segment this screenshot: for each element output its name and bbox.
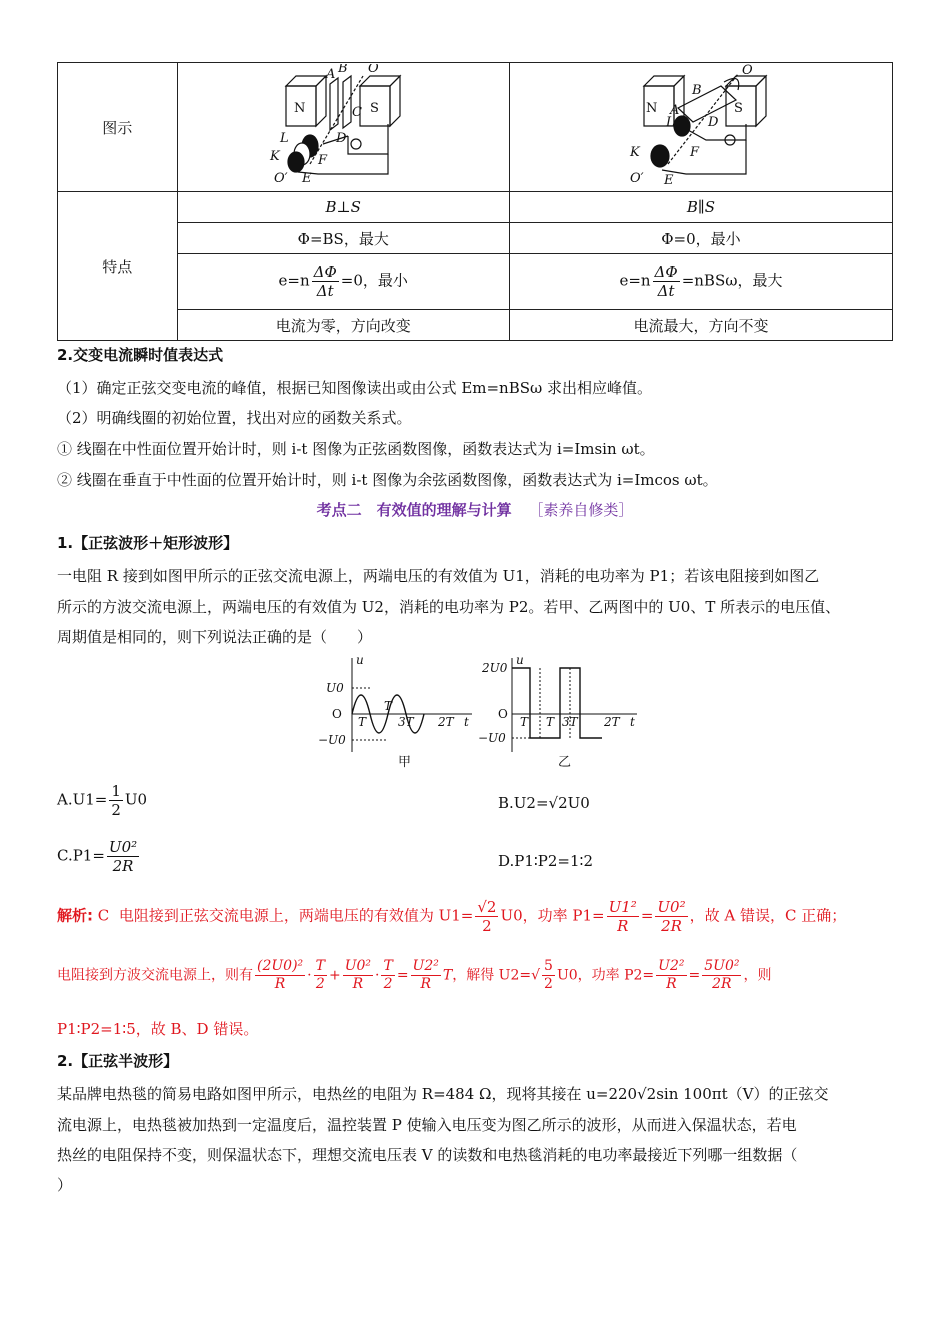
jia-T-half: T [358,715,367,729]
q1-stem-line3: 周期值是相同的，则下列说法正确的是（ ） [57,628,373,646]
answer-l2-f2 [314,958,327,993]
left-emf-num: ΔΦ [313,263,337,281]
left-condition: B⊥S [177,192,509,223]
right-emf-num: ΔΦ [654,263,678,281]
answer-l2-f1-num: (2U0)² [257,958,304,974]
label-F-right: F [689,145,699,160]
answer-l1-frac1 [475,898,498,935]
fig-yi-label: 乙 [558,755,572,770]
section2-item1: （1）确定正弦交变电流的峰值，根据已知图像读出或由公式 Em=nBSω 求出相应峰值。 [57,379,653,397]
jia-origin: O [332,707,342,721]
jia-axis-u: u [356,653,364,667]
answer-l2-f8-num: 5U0² [704,958,740,974]
option-C-label: C.P1= [57,846,105,865]
answer-l2-c: U0，功率 P2= [556,967,655,984]
label-C: C [352,105,363,120]
section2-item2: （2）明确线圈的初始位置，找出对应的函数关系式。 [57,409,412,427]
jia-T: T [384,699,393,713]
q1-heading: 1.【正弦波形＋矩形波形】 [57,534,239,552]
answer-l2-f5-den: R [420,975,431,992]
answer-l2-f3 [343,958,373,993]
answer-l2-f8 [702,958,741,993]
section2-item3: ① 线圈在中性面位置开始计时，则 i-t 图像为正弦函数图像，函数表达式为 i=Imsin ωt。 [57,440,655,458]
label-Oprime-right: O′ [629,171,644,186]
answer-l2-f2-den: 2 [315,975,325,992]
jia-2T: 2T [438,715,454,729]
option-A-label: A.U1= [57,790,108,809]
topic-title: 考点二 有效值的理解与计算 [316,501,512,519]
generator-diagram-right [626,64,776,186]
option-C [57,838,141,875]
option-B: B.U2=√2U0 [498,794,590,812]
yi-T-half: T [520,715,529,729]
right-emf-den: Δt [657,282,675,300]
option-A-tail: U0 [124,790,148,809]
left-emf-den: Δt [316,282,334,300]
yi-axis-u: u [516,653,524,667]
answer-l1-frac2-den: R [617,917,629,935]
answer-line1 [57,898,846,935]
yi-negU0: −U0 [478,731,506,745]
right-emf-suffix: =nBSω，最大 [681,271,783,290]
q1-waveform-figure [312,652,652,772]
right-emf-prefix: e=n [619,271,651,290]
jia-3T: 3T [398,715,414,729]
answer-line2: 电阻接到方波交流电源上，则有 $\frac{\text{(2U0)²}}{R}$ · $\frac{T}{2}$ + $\frac{\text{U0²}}{R}$ · $\frac{T}{2}$ = $\frac{\text{U2²}}{R}$ T，解得 U2=√ $\frac{5}{2}$ U0，功率 P2= $\frac{\text{U2²}}{R}$ = $\frac{\text{5U0²}}{2R}$ ，则 [57,958,772,992]
label-D: D [336,131,347,146]
label-O: O [368,64,379,76]
row-label-diagram: 图示 [58,63,178,192]
diagram-neutral-plane [177,63,509,192]
answer-l2-f4-num: T [383,958,393,974]
option-A-num: 1 [111,782,121,800]
q2-line4: ） [57,1176,73,1194]
answer-l2-d: ，则 [743,967,772,984]
left-emf-prefix: e=n [278,271,310,290]
section2-item4: ② 线圈在垂直于中性面的位置开始计时，则 i-t 图像为余弦函数图像，函数表达式为 i=Imcos ωt。 [57,471,718,489]
q1-stem-line1: 一电阻 R 接到如图甲所示的正弦交流电源上，两端电压的有效值为 U1，消耗的电功率为 P1；若该电阻接到如图乙 [57,567,820,585]
yi-2T: 2T [604,715,620,729]
label-E-right: E [663,173,674,186]
label-S-right: S [733,101,743,116]
option-D: D.P1∶P2=1∶2 [498,852,593,870]
right-flux: Φ=0，最小 [509,223,892,254]
option-C-num: U0² [108,838,138,856]
answer-l1-eq: = [640,906,654,925]
left-emf [177,254,509,310]
option-A-fraction [109,782,123,819]
answer-label: 解析: [57,906,93,925]
left-emf-suffix: =0，最小 [340,271,408,290]
yi-2U0: 2U0 [482,661,508,675]
answer-l1-frac2 [607,898,639,935]
answer-l2-f3-den: R [352,975,364,992]
answer-l2-f1-den: R [274,975,286,992]
option-C-den: 2R [112,857,134,875]
label-Oprime: O′ [274,171,288,186]
answer-l2-f7-num: U2² [658,958,685,974]
label-N: N [294,101,306,116]
jia-negU0: −U0 [318,733,346,747]
answer-l1-a: 电阻接到正弦交流电源上，两端电压的有效值为 U1= [118,906,474,925]
diagram-parallel-plane [509,63,892,192]
answer-l2-f4 [381,958,394,993]
topic-header [57,499,893,520]
answer-l1-b: U0，功率 P1= [500,906,605,925]
generator-diagram-left [268,64,418,186]
label-O-right: O [741,64,753,78]
answer-l2-f6-den: 2 [544,975,553,992]
row-label-features: 特点 [58,192,178,341]
q2-line1: 某品牌电热毯的简易电路如图甲所示，电热丝的电阻为 R=484 Ω，现将其接在 u=220√2sin 100πt（V）的正弦交 [57,1085,829,1103]
right-emf-fraction [653,263,680,300]
q2-line3: 热丝的电阻保持不变，则保温状态下，理想交流电压表 V 的读数和电热毯消耗的电功率最接近下列哪一组数据（ [57,1146,798,1164]
q2-line2: 流电源上，电热毯被加热到一定温度后，温控装置 P 使输入电压变为图乙所示的波形，从而进入保温状态，若电 [57,1116,797,1134]
section2-heading: 2.交变电流瞬时值表达式 [57,346,224,364]
answer-l2-f2-num: T [315,958,325,974]
right-current: 电流最大，方向不变 [509,310,892,341]
right-emf [509,254,892,310]
label-F: F [318,153,328,168]
answer-l1-frac3-num: U0² [657,898,686,916]
yi-3T: 3T [562,715,578,729]
q2-heading: 2.【正弦半波形】 [57,1052,179,1070]
answer-l2-f5 [411,958,441,993]
label-B: B [338,64,348,76]
yi-T: T [546,715,555,729]
answer-l2-f7-den: R [666,975,677,992]
comparison-table [57,62,893,341]
answer-l2-b: ，解得 U2= [452,967,532,984]
jia-axis-t: t [464,715,469,729]
jia-U0: U0 [326,681,344,695]
label-S: S [370,101,380,116]
yi-axis-t: t [630,715,635,729]
label-K: K [270,149,280,164]
answer-l1-frac1-num: √2 [477,898,497,916]
label-K-right: K [629,145,640,160]
answer-l2-f6 [542,958,555,993]
right-condition: B∥S [509,192,892,223]
label-L: L [280,131,289,146]
answer-l1-frac3 [655,898,687,935]
answer-l2-f5-num: U2² [412,958,439,974]
answer-l1-frac1-den: 2 [482,917,492,935]
answer-l1-frac2-num: U1² [608,898,637,916]
answer-l2-f7 [656,958,686,993]
answer-choice: C [97,906,110,925]
answer-l2-f1 [255,958,305,993]
answer-l1-c: ，故 A 错误，C 正确； [689,906,847,925]
label-N-right: N [645,101,658,116]
answer-l2-f3-num: U0² [344,958,372,974]
answer-l2-f6-num: 5 [544,958,553,974]
answer-l2-f8-den: 2R [712,975,732,992]
answer-line3: P1∶P2=1∶5，故 B、D 错误。 [57,1020,259,1038]
q1-stem-line2: 所示的方波交流电源上，两端电压的有效值为 U2，消耗的电功率为 P2。若甲、乙两图中的 U0、T 所表示的电压值、 [57,598,841,616]
left-emf-fraction [312,263,339,300]
label-A: A [326,67,336,82]
yi-origin: O [498,707,508,721]
option-A [57,782,147,819]
label-L-right: L [665,115,675,130]
label-B-right: B [691,83,702,98]
topic-tag: ［素养自修类］ [528,501,634,519]
answer-l2-a: 电阻接到方波交流电源上，则有 [57,967,253,984]
answer-l1-frac3-den: 2R [661,917,682,935]
option-A-den: 2 [111,801,121,819]
fig-jia-label: 甲 [398,755,412,770]
label-D-right: D [707,115,719,130]
left-flux: Φ=BS，最大 [177,223,509,254]
answer-l2-f4-den: 2 [383,975,393,992]
left-current: 电流为零，方向改变 [177,310,509,341]
option-C-fraction [107,838,139,875]
label-A-right: A [669,103,680,118]
label-E: E [302,171,312,186]
